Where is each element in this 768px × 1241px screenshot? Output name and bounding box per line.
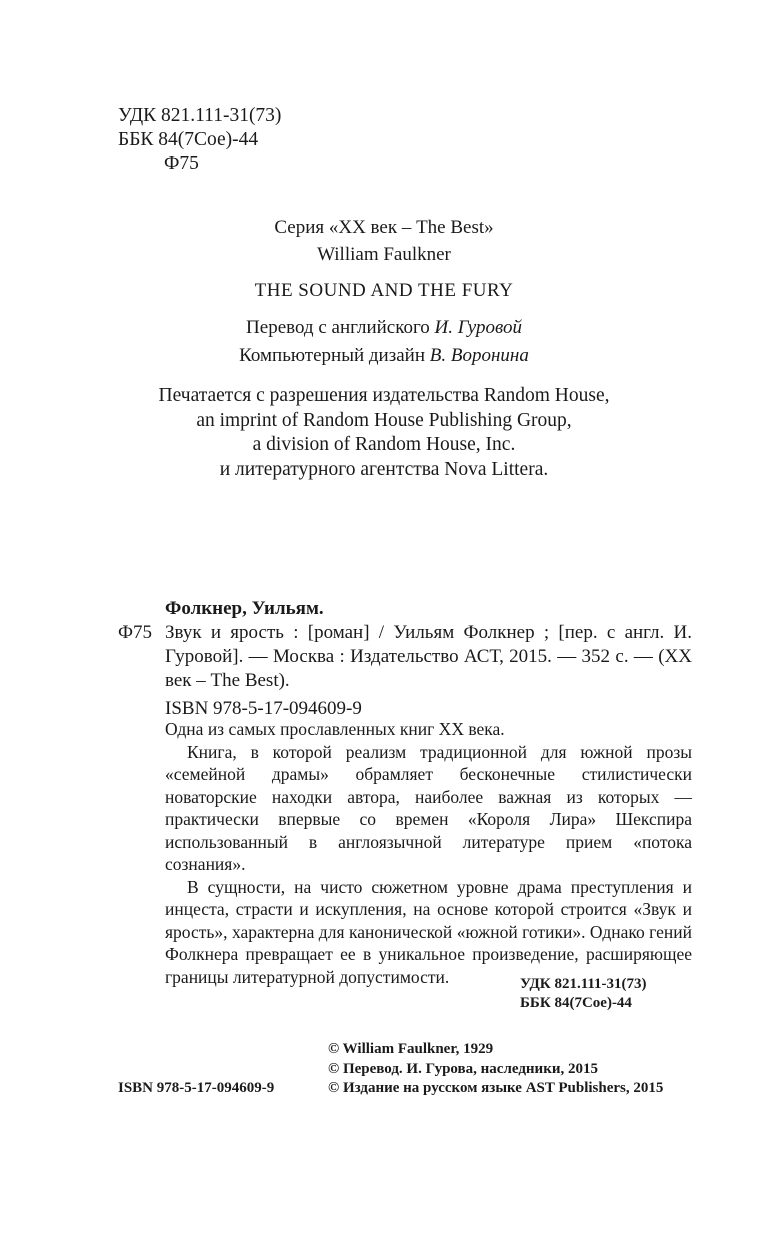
permission-line: a division of Random House, Inc. (252, 434, 516, 455)
design-credit (0, 342, 768, 370)
translator-name: И. Гуровой (434, 317, 522, 338)
bibliographic-isbn: ISBN 978-5-17-094609-9 (165, 698, 362, 719)
author-mark: Ф75 (164, 153, 199, 174)
translation-credit (0, 314, 768, 342)
bibliographic-author: Фолкнер, Уильям. (165, 598, 324, 619)
annotation-paragraph: В сущности, на чисто сюжетном уровне драма преступления и инцеста, страсти и искупления, на основе которой строится «Звук и ярость», характерна для канонической «южной готики». Однако гений Фолкнера превращает ее в уникальное произведение, расширяющее границы литературной допустимости. (165, 876, 692, 987)
permission-line: an imprint of Random House Publishing Group, (196, 409, 572, 431)
permission-notice (0, 384, 768, 482)
annotation-paragraph: Одна из самых прославленных книг XX века. (165, 719, 505, 739)
bibliographic-entry-text: Звук и ярость : [роман] / Уильям Фолкнер ; [пер. с англ. И. Гуровой]. — Москва : Издательство АСТ, 2015. — 352 с. — (XX век – The Best). (165, 622, 692, 691)
footer-isbn: ISBN 978-5-17-094609-9 (118, 1080, 275, 1096)
udk-code: УДК 821.111-31(73) (118, 105, 282, 126)
bbk-code: ББК 84(7Сое)-44 (118, 129, 259, 150)
footer-udk: УДК 821.111-31(73) (520, 976, 647, 992)
copyright-line: © William Faulkner, 1929 (328, 1041, 494, 1057)
designer-name: В. Воронина (429, 345, 529, 366)
copyright-line: © Издание на русском языке AST Publishers, 2015 (328, 1080, 664, 1096)
permission-line: Печатается с разрешения издательства Random House, (158, 385, 610, 406)
classification-block (118, 104, 281, 176)
author-original-name: William Faulkner (317, 244, 451, 265)
copyright-line: © Перевод. И. Гурова, наследники, 2015 (328, 1060, 598, 1077)
credits-block (0, 314, 768, 370)
bibliographic-record (118, 597, 692, 721)
annotation (165, 718, 692, 988)
permission-line: и литературного агентства Nova Littera. (219, 458, 549, 480)
series-title: Серия «XX век – The Best» (274, 217, 494, 238)
bibliographic-code: Ф75 (118, 622, 153, 643)
footer-bbk: ББК 84(7Сое)-44 (520, 995, 632, 1011)
copyright-block (328, 1040, 663, 1099)
translation-label: Перевод с английского (246, 317, 435, 338)
footer-classification (520, 975, 692, 1013)
original-title: THE SOUND AND THE FURY (254, 280, 514, 301)
bibliographic-entry (118, 621, 692, 693)
annotation-paragraph: Книга, в которой реализм традиционной для южной прозы «семейной драмы» обрамляет бесконечные стилистически новаторские находки автора, наиболее важная из которых — практически впервые со времен «Короля Лира» Шекспира использованный в англоязычной литературе прием «потока сознания». (165, 741, 692, 874)
design-label: Компьютерный дизайн (239, 345, 430, 366)
